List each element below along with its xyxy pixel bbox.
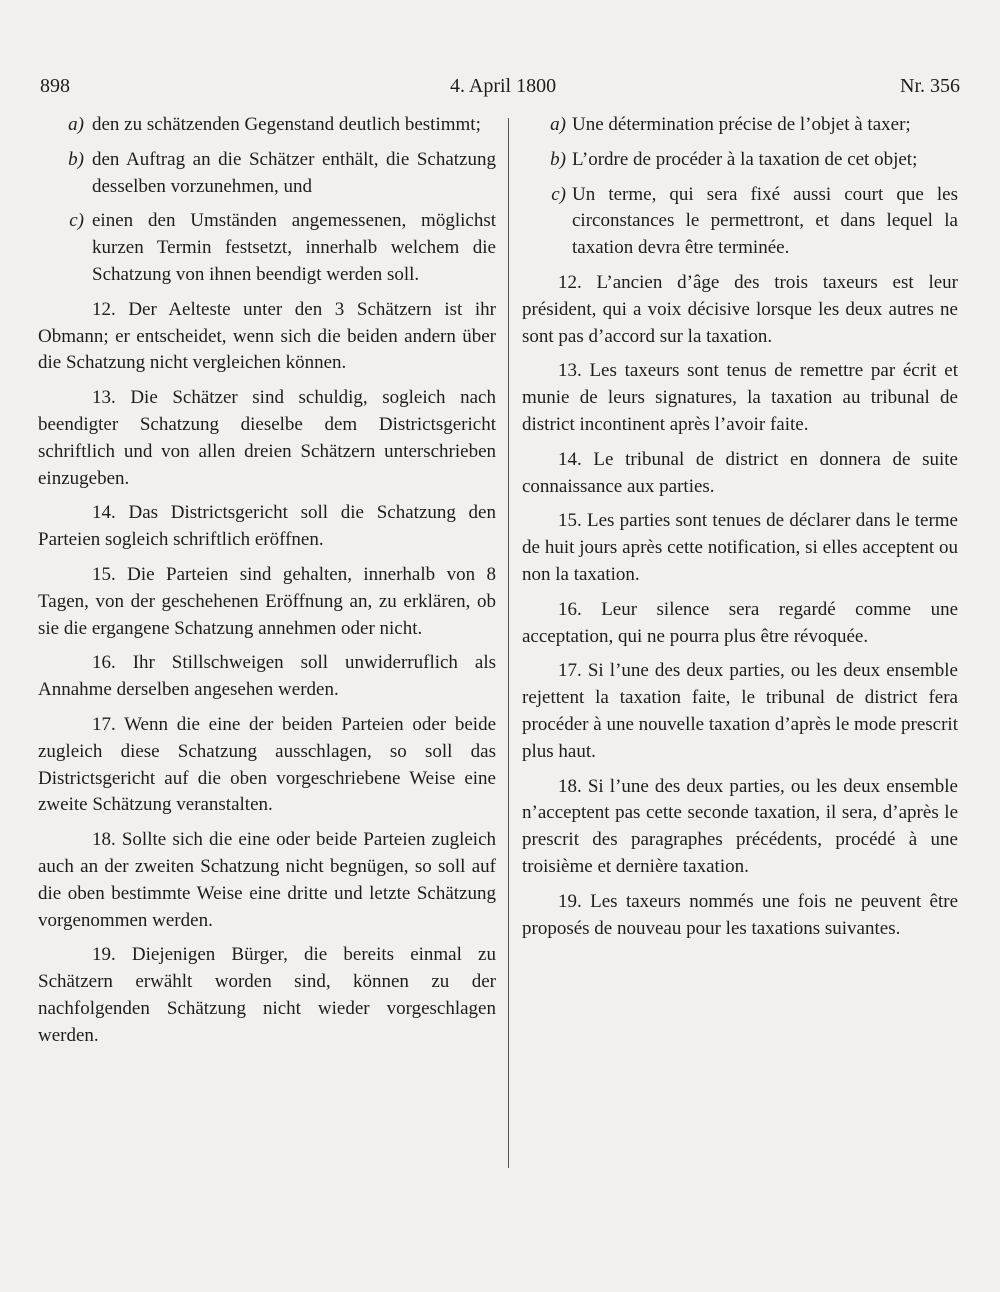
item-text: Une détermination précise de l’objet à taxer;	[572, 114, 911, 135]
page-date: 4. April 1800	[450, 75, 557, 97]
item-label: a)	[68, 114, 84, 135]
paragraph-17: 17. Si l’une des deux parties, ou les deux ensemble rejettent la taxation faite, le tribunal de district fera procéder à une nouvelle taxation d’après le mode prescrit plus haut.	[522, 660, 958, 762]
paragraph-16: 16. Leur silence sera regardé comme une acceptation, qui ne pourra plus être révoquée.	[522, 598, 958, 647]
german-column	[38, 112, 496, 1058]
paragraph-14: 14. Das Districtsgericht soll die Schatzung den Parteien sogleich schriftlich eröffnen.	[38, 502, 496, 551]
item-text: den Auftrag an die Schätzer enthält, die Schatzung desselben vorzunehmen, und	[92, 148, 496, 197]
list-item	[38, 208, 496, 288]
document-number: Nr. 356	[900, 75, 960, 97]
paragraph-14: 14. Le tribunal de district en donnera de suite connaissance aux parties.	[522, 448, 958, 497]
paragraph-13: 13. Les taxeurs sont tenus de remettre par écrit et munie de leurs signatures, la taxation au tribunal de district incontinent après l’avoir faite.	[522, 360, 958, 435]
item-label: c)	[69, 210, 84, 232]
paragraph-18: 18. Si l’une des deux parties, ou les deux ensemble n’acceptent pas cette seconde taxation, il sera, d’après le prescrit des paragraphes précédents, procédé à une troisième et dernière taxation.	[522, 775, 958, 877]
item-label: a)	[550, 114, 566, 135]
list-item	[38, 147, 496, 201]
item-text: L’ordre de procéder à la taxation de cet objet;	[572, 148, 918, 170]
column-divider	[508, 118, 509, 1168]
list-item	[522, 182, 958, 262]
paragraph-12: 12. L’ancien d’âge des trois taxeurs est leur président, qui a voix décisive lorsque les deux autres ne sont pas d’accord sur la taxation.	[522, 271, 958, 347]
paragraph-18: 18. Sollte sich die eine oder beide Parteien zugleich auch an der zweiten Schatzung nicht begnügen, so soll auf die oben bestimmte Weise eine dritte und letzte Schätzung vorgenommen werden.	[38, 829, 496, 931]
paragraph-19: 19. Les taxeurs nommés une fois ne peuvent être proposés de nouveau pour les taxations suivantes.	[522, 890, 958, 939]
list-item	[38, 112, 496, 139]
paragraph-19: 19. Diejenigen Bürger, die bereits einmal zu Schätzern erwählt worden sind, können zu der nachfolgenden Schätzung nicht wieder vorgeschlagen werden.	[38, 944, 496, 1046]
paragraph-13: 13. Die Schätzer sind schuldig, sogleich nach beendigter Schatzung dieselbe dem Districtsgericht schriftlich und von allen dreien Schätzern unterschrieben einzugeben.	[38, 387, 496, 489]
item-text: Un terme, qui sera fixé aussi court que les circonstances le permettront, et dans lequel la taxation devra être terminée.	[572, 183, 958, 259]
item-label: b)	[550, 148, 566, 170]
paragraph-15: 15. Die Parteien sind gehalten, innerhalb von 8 Tagen, von der geschehenen Eröffnung an, zu erklären, ob sie die ergangene Schatzung annehmen oder nicht.	[38, 563, 496, 639]
paragraph-16: 16. Ihr Stillschweigen soll unwiderruflich als Annahme derselben angesehen werden.	[38, 652, 496, 701]
item-label: c)	[551, 183, 566, 205]
page-number: 898	[40, 75, 70, 97]
list-item	[522, 112, 958, 139]
paragraph-17: 17. Wenn die eine der beiden Parteien oder beide zugleich diese Schatzung ausschlagen, so soll das Districtsgericht auf die oben vorgeschriebene Weise eine zweite Schätzung veranstalten.	[38, 713, 496, 816]
paragraph-12: 12. Der Aelteste unter den 3 Schätzern ist ihr Obmann; er entscheidet, wenn sich die beiden andern über die Schatzung nicht vergleichen können.	[38, 298, 496, 374]
item-text: den zu schätzenden Gegenstand deutlich bestimmt;	[92, 114, 481, 135]
page-header	[30, 76, 960, 106]
item-label: b)	[68, 148, 84, 170]
paragraph-15: 15. Les parties sont tenues de déclarer dans le terme de huit jours après cette notification, si elles acceptent ou non la taxation.	[522, 510, 958, 585]
list-item	[522, 147, 958, 174]
item-text: einen den Umständen angemessenen, möglichst kurzen Termin festsetzt, innerhalb welchem die Schatzung von ihnen beendigt werden soll.	[92, 210, 496, 285]
french-column	[522, 112, 958, 950]
